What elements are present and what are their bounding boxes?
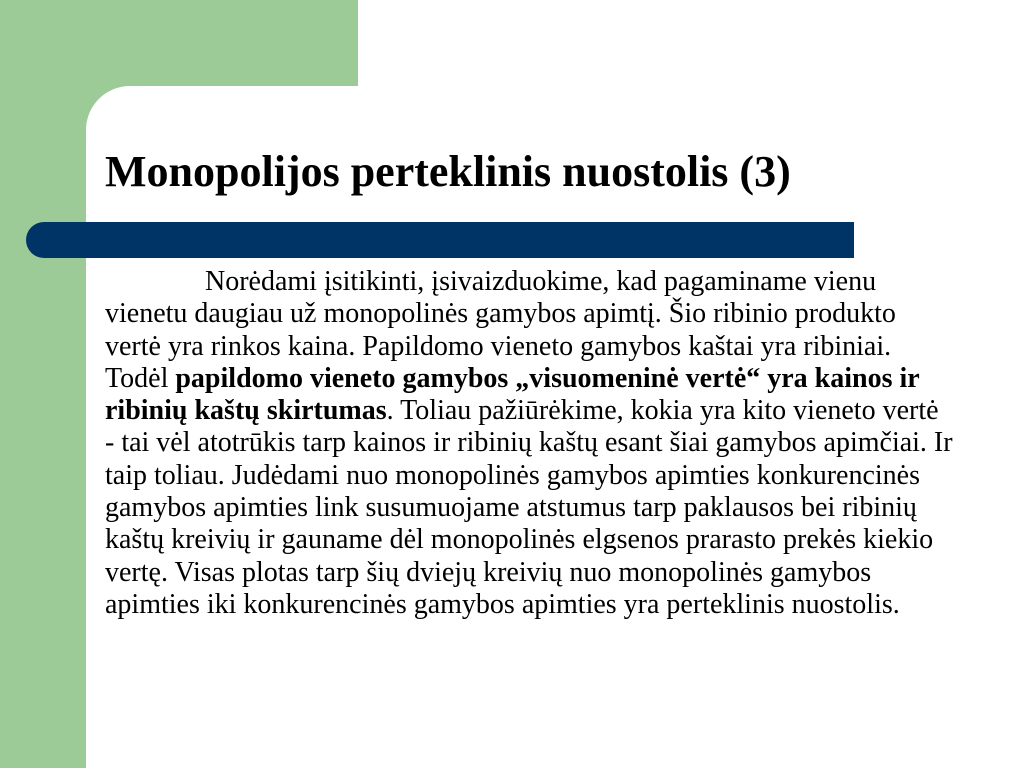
body-text-part-1: Norėdami įsitikinti, įsivaizduokime, kad pagaminame vienu vienetu daugiau už monopolinės gamybos apimtį. Šio ribinio produkto vertė yra rinkos kaina. Papildomo vieneto gamybos kaštai yra ribiniai. Todėl xyxy=(105,266,896,394)
slide-title: Monopolijos perteklinis nuostolis (3) xyxy=(105,147,791,196)
body-text-emphasis: papildomo vieneto gamybos „visuomeninė vertė“ yra kainos ir ribinių kaštų skirtumas xyxy=(105,362,920,427)
slide-body-text xyxy=(105,266,953,621)
body-text-part-2: . Toliau pažiūrėkime, kokia yra kito vieneto vertė - tai vėl atotrūkis tarp kainos ir ribinių kaštų esant šiai gamybos apimčiai. Ir taip toliau. Judėdami nuo monopolinės gamybos apimties konkurencinės gamybos apimties link susumuojame atstumus tarp paklausos bei ribinių kaštų kreivių ir gauname dėl monopolinės elgsenos prarasto prekės kiekio vertę. Visas plotas tarp šių dviejų kreivių nuo monopolinės gamybos apimties iki konkurencinės gamybos apimties yra perteklinis nuostolis. xyxy=(105,395,953,620)
title-underline-bar xyxy=(26,222,854,258)
